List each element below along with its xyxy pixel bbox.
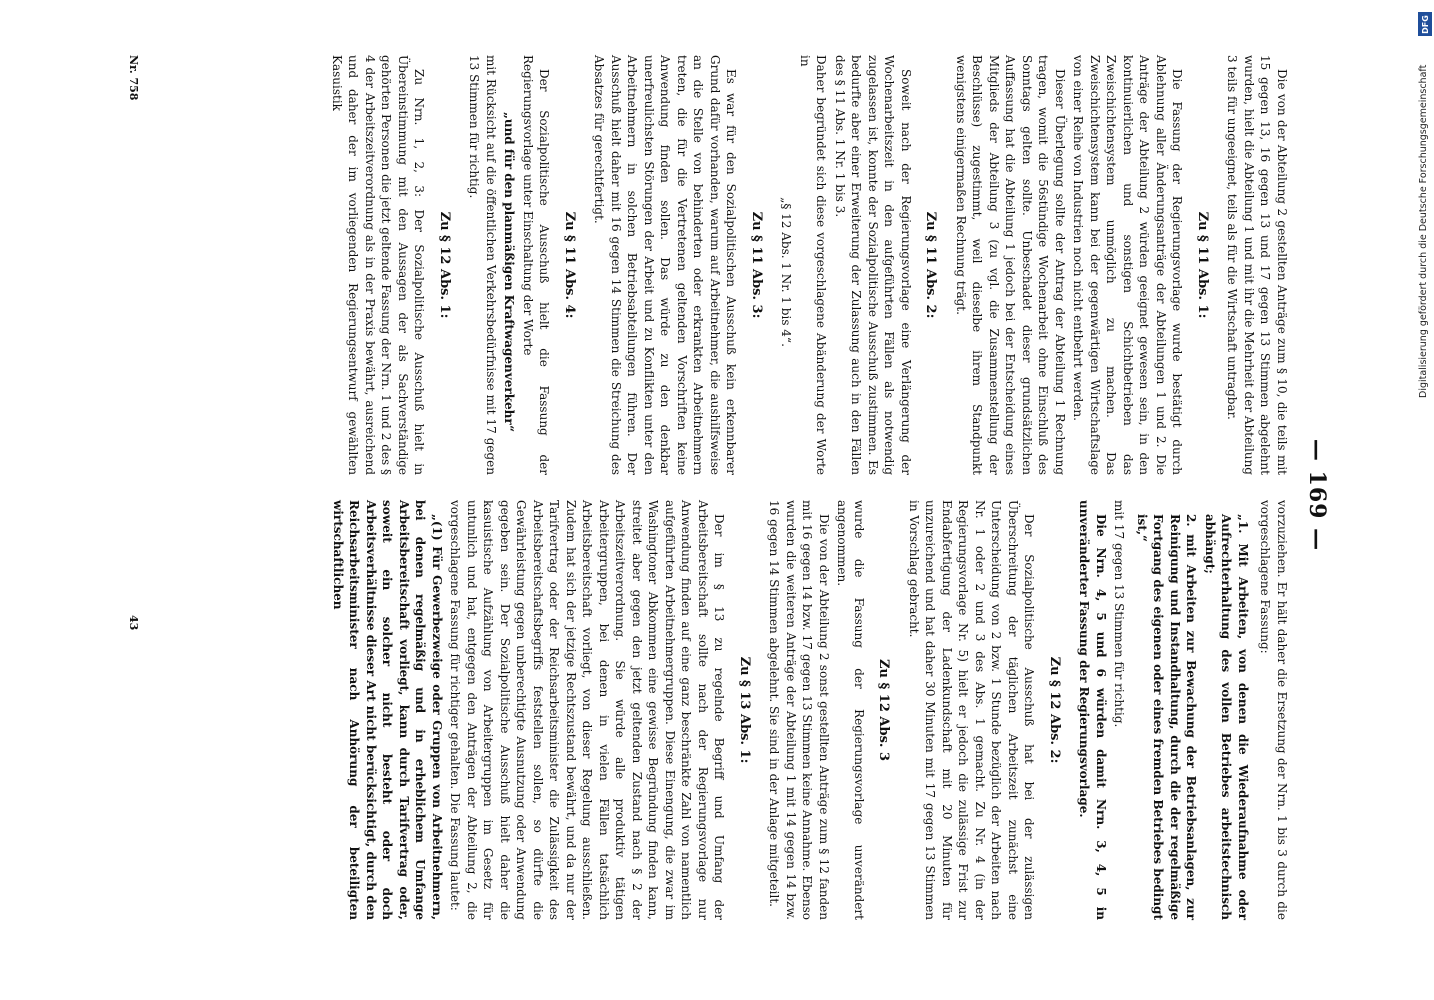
paragraph: mit Rücksicht auf die öffentlichen Verkehrsbedürfnisse mit 17 gegen 13 Stimmen für richtig. xyxy=(467,55,498,475)
quotation: „und für den planmäßigen Kraftwagenverkehr“ xyxy=(502,111,517,433)
section-heading: Zu § 12 Abs. 3 xyxy=(876,658,892,761)
document-page xyxy=(120,55,1330,935)
print-number: Nr. 758 xyxy=(127,55,140,101)
paragraph: Der im § 13 zu regelnde Begriff und Umfang der Arbeitsbereitschaft sollte nach der Regierungsvorlage nur Anwendung finden auf eine ganz beschränkte Zahl von namentlich aufgeführten Arbeitnehmergruppen. Diese Einengung, die zwar im Washingtoner Abkommen eine gewisse Begründung finden kann, streitet aber gegen den jetzt geltenden Zustand nach § 2 der Arbeitszeitverordnung. Sie würde alle produktiv tätigen Arbeitergruppen, bei denen in vielen Fällen tatsächlich Arbeitsbereitschaft vorliegt, von dieser Regelung ausschließen. Zudem hat sich der jetzige Rechtszustand bewährt, und da nur der Tarifvertrag oder der Reichsarbeitsminister die Zulässigkeit des Arbeitsbereitschaftsbegriffs feststellen sollen, so dürfte die Gewährleistung gegen unberechtigte Ausnutzung oder Anwendung gegeben sein. Der Sozialpolitische Ausschuß hielt daher die kasuistische Aufzählung von Arbeitergruppen im Gesetz für untunlich und hat, entgegen den Anträgen der Abteilung 2, die vorgeschlagene Fassung für richtiger gehalten. Die Fassung lautet: xyxy=(448,500,727,920)
quoted-list xyxy=(1134,514,1252,920)
paragraph: Dieser Überlegung sollte der Antrag der Abteilung 1 Rechnung tragen, womit die 56stündige Wochenarbeit ohne Einschluß des Sonntags gelten sollte. Unbeschadet dieser grundsätzlichen Auffassung hat die Abteilung 1 jedoch bei der Entscheidung eines Mitglieds der Abteilung 3 (zu vgl. die Zusammenstellung der Beschlüsse) zugestimmt, weil dieselbe ihrem Standpunkt wenigstens einigermaßen Rechnung trägt. xyxy=(954,55,1067,475)
digitization-credit xyxy=(1416,8,1434,398)
section-heading: Zu § 11 Abs. 4: xyxy=(562,211,577,319)
dfg-logo-icon: DFG xyxy=(1418,12,1432,36)
paragraph: vorzuziehen. Er hält daher die Ersetzung der Nrn. 1 bis 3 durch die vorgeschlagene Fassung: xyxy=(1258,500,1289,920)
paragraph: Soweit nach der Regierungsvorlage eine Verlängerung der Wochenarbeitszeit in den aufgeführten Fällen als notwendig zugelassen ist, konnte der Sozialpolitische Ausschuß zustimmen. Es bedurfte aber einer Erweiterung der Zulassung auch in den Fällen des § 11 Abs. 1 Nr. 1 bis 3. xyxy=(833,55,913,475)
paragraph: Die von der Abteilung 2 gestellten Anträge zum § 10, die teils mit 15 gegen 13, 16 gegen 13 und 17 gegen 13 Stimmen abgelehnt wurden, hielt die Abteilung 1 und mit ihr die Mehrheit der Abteilung 3 teils für ungeeignet, teils als für die Wirtschaft untragbar. xyxy=(1225,55,1289,475)
quoted-list-item: 2. mit Arbeiten zur Bewachung der Betriebsanlagen, zur Reinigung und Instandhaltung, durch die der regelmäßige Fortgang des eigenen oder eines fremden Betriebes bedingt ist,“ xyxy=(1135,514,1199,920)
section-heading: Zu § 13 Abs. 1: xyxy=(737,656,752,764)
paragraph: Der Sozialpolitische Ausschuß hielt die Fassung der Regierungsvorlage unter Einschaltung der Worte xyxy=(521,55,552,475)
signature-mark: 43 xyxy=(127,615,140,631)
quoted-list-item: „1. Mit Arbeiten, von denen die Wiederaufnahme oder Aufrechterhaltung des vollen Betriebes arbeitstechnisch abhängt; xyxy=(1203,514,1250,920)
paragraph: Zu Nrn. 1, 2, 3: Der Sozialpolitische Ausschuß hielt in Übereinstimmung mit den Aussagen der als Sachverständige gehörten Personen die jetzt geltende Fassung der Nrn. 1 und 2 des § 4 der Arbeitszeitverordnung als in der Praxis bewährt, ausreichend und daher der im vorliegenden Regierungsentwurf gewählten Kasuistik xyxy=(330,55,427,475)
section-heading: Zu § 11 Abs. 1: xyxy=(1195,211,1210,319)
paragraph: wurde die Fassung der Regierungsvorlage unverändert angenommen. xyxy=(835,500,866,920)
quotation: „§ 12 Abs. 1 Nr. 1 bis 4“. xyxy=(779,197,794,347)
section-heading: Zu § 11 Abs. 2: xyxy=(923,211,939,319)
paragraph: Die Fassung der Regierungsvorlage wurde bestätigt durch Ablehnung aller Änderungsanträge der Abteilungen 1 und 2. Die Anträge der Abteilung 2 würden geeignet gewesen sein, in den kontinuierlichen und sonstigen Schichtbetrieben das Zweischichtensystem unmöglich zu machen. Das Zweischichtensystem kann bei der gegenwärtigen Wirtschaftslage von einer Reihe von Industrien noch nicht entbehrt werden. xyxy=(1071,55,1185,475)
section-heading: Zu § 12 Abs. 1: xyxy=(437,211,452,319)
page-number: — 169 — xyxy=(1304,438,1330,552)
right-column xyxy=(328,500,1291,920)
credit-text: Digitalisierung gefördert durch die Deutsche Forschungsgemeinschaft xyxy=(1418,64,1429,398)
left-column xyxy=(327,55,1291,475)
quotation: „(1) Für Gewerbezweige oder Gruppen von Arbeitnehmern, bei denen regelmäßig und in erheblichem Umfange Arbeitsbereitschaft vorliegt, kann durch Tarifvertrag oder, soweit ein solcher nicht besteht oder doch Arbeitsverhältnisse dieser Art nicht berücksichtigt, durch den Reichsarbeitsminister nach Anhörung der beteiligten wirtschaftlichen xyxy=(331,500,444,920)
paragraph: Es war für den Sozialpolitischen Ausschuß kein erkennbarer Grund dafür vorhanden, warum auf Arbeitnehmer, die aushilfsweise an die Stelle von behinderten oder erkrankten Arbeitnehmern treten, die für die Vertretenen geltenden Vorschriften keine Anwendung finden sollen. Das würde zu den denkbar unerfreulichsten Störungen der Arbeit und zu Konflikten unter den Arbeitnehmern in solchen Betriebsabteilungen führen. Der Ausschuß hielt daher mit 16 gegen 14 Stimmen die Streichung des Absatzes für gerechtfertigt. xyxy=(592,55,739,475)
paragraph: Die von der Abteilung 2 sonst gestellten Anträge zum § 12 fanden mit 16 gegen 14 bzw. 17 gegen 13 Stimmen keine Annahme. Ebenso wurden die weiteren Anträge der Abteilung 1 mit 14 gegen 14 bzw. 16 gegen 14 Stimmen abgelehnt. Sie sind in der Anlage mitgeteilt. xyxy=(767,500,831,920)
paragraph: Daher begründet sich diese vorgeschlagene Abänderung der Worte in xyxy=(798,55,829,475)
paragraph: Der Sozialpolitische Ausschuß hat bei der zulässigen Überschreitung der täglichen Arbeitszeit zunächst eine Unterscheidung von 2 bzw. 1 Stunde bezüglich der Arbeiten nach Nr. 1 oder 2 und 3 des Abs. 1 gemacht. Zu Nr. 4 (in der Regierungsvorlage Nr. 5) hielt er jedoch die zulässige Frist zur Endabfertigung der Ladenkundschaft mit 20 Minuten für unzureichend und hat daher 30 Minuten mit 17 gegen 13 Stimmen in Vorschlag gebracht. xyxy=(907,500,1037,920)
section-heading: Zu § 11 Abs. 3: xyxy=(749,211,764,319)
section-heading: Zu § 12 Abs. 2: xyxy=(1047,656,1062,764)
paragraph: Die Nrn. 4, 5 und 6 würden damit Nrn. 3, 4, 5 in unveränderter Fassung der Regierungsvorlage. xyxy=(1077,500,1108,920)
paragraph: mit 17 gegen 13 Stimmen für richtig. xyxy=(1112,500,1127,728)
